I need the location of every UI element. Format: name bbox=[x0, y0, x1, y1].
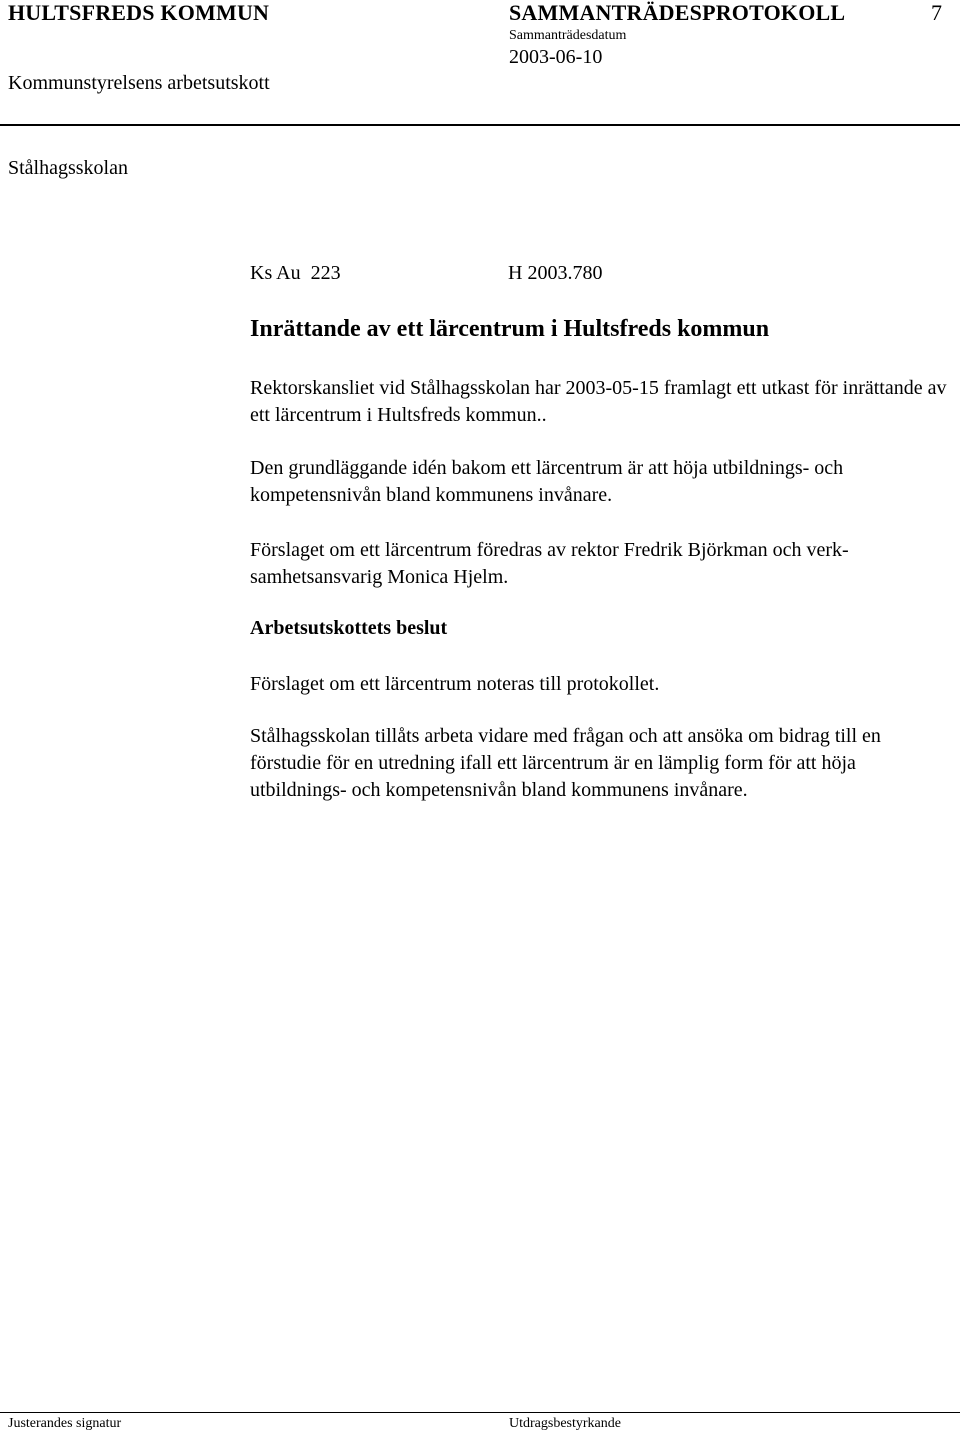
decision-heading: Arbetsutskottets beslut bbox=[250, 617, 448, 639]
signature-label: Justerandes signatur bbox=[8, 1416, 122, 1431]
case-paragraph: Den grundläggande idén bakom ett lärcentrum är att höja utbildnings- och kompetensnivån bland kommunens invånare. bbox=[250, 457, 844, 506]
case-paragraph: Förslaget om ett lärcentrum föredras av rektor Fredrik Björkman och verk-samhetsansvarig Monica Hjelm. bbox=[250, 539, 849, 588]
organization-name: HULTSFREDS KOMMUN bbox=[8, 0, 270, 25]
case-paragraph: Rektorskansliet vid Stålhagsskolan har 2003-05-15 framlagt ett utkast för inrättande av ett lärcentrum i Hultsfreds kommun.. bbox=[250, 377, 947, 426]
decision-paragraph: Stålhagsskolan tillåts arbeta vidare med frågan och att ansöka om bidrag till en förstudie för en utredning ifall ett lärcentrum är en lämplig form för att höja utbildnings- och kompetensnivån bland kommunens invånare. bbox=[250, 725, 881, 801]
diary-number: H 2003.780 bbox=[508, 262, 603, 284]
header-divider bbox=[0, 124, 960, 126]
section-title: Stålhagsskolan bbox=[8, 157, 128, 179]
document-type: SAMMANTRÄDESPROTOKOLL bbox=[509, 0, 846, 25]
case-title: Inrättande av ett lärcentrum i Hultsfreds kommun bbox=[250, 316, 770, 342]
page-number: 7 bbox=[931, 0, 942, 25]
committee-name: Kommunstyrelsens arbetsutskott bbox=[8, 72, 270, 94]
decision-paragraph: Förslaget om ett lärcentrum noteras till protokollet. bbox=[250, 673, 660, 695]
meeting-date: 2003-06-10 bbox=[509, 46, 603, 68]
extract-certification-label: Utdragsbestyrkande bbox=[509, 1416, 621, 1431]
paragraph-reference: Ks Au 223 bbox=[250, 262, 341, 284]
footer-divider bbox=[0, 1412, 960, 1413]
meeting-date-label: Sammanträdesdatum bbox=[509, 28, 627, 43]
